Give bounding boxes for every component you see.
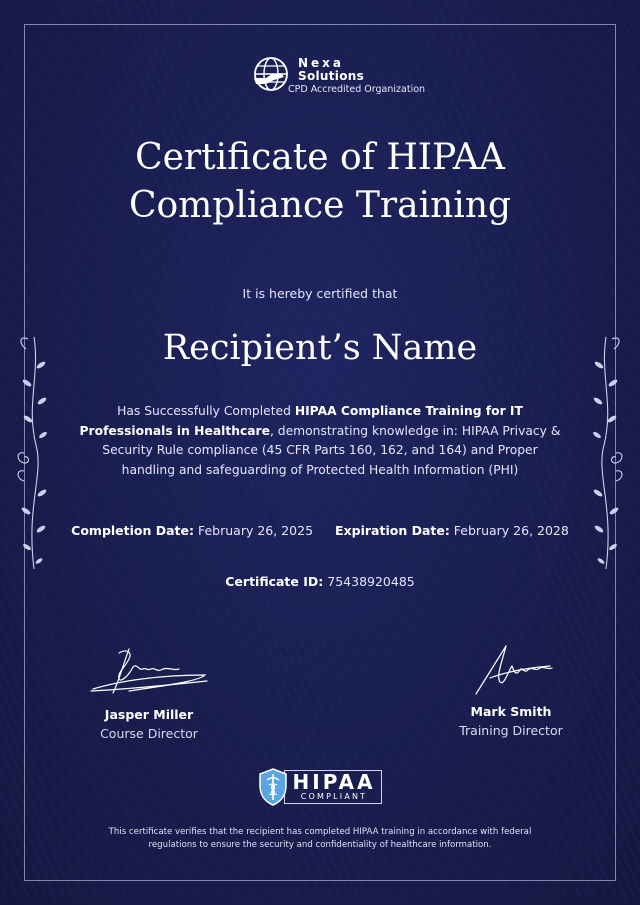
course-name: HIPAA Compliance Training for IT Professionals in Healthcare bbox=[79, 404, 523, 438]
signature-block-course-director bbox=[70, 645, 228, 741]
signatory-role: Course Director bbox=[100, 726, 198, 741]
organization-name-line2: Solutions bbox=[298, 69, 365, 83]
signatory-name: Mark Smith bbox=[470, 704, 552, 719]
expiration-date-label: Expiration Date: bbox=[335, 523, 450, 538]
badge-frame bbox=[284, 770, 382, 804]
certificate-id-label: Certificate ID: bbox=[225, 574, 324, 589]
signatory-role: Training Director bbox=[459, 723, 563, 738]
hereby-text: It is hereby certified that bbox=[242, 286, 398, 301]
certificate-title-line2: Compliance Training bbox=[128, 185, 512, 226]
certificate-dates bbox=[0, 523, 640, 538]
globe-hand-icon bbox=[252, 54, 290, 96]
organization-name bbox=[298, 57, 364, 83]
certificate-title-line1: Certificate of HIPAA bbox=[135, 137, 505, 178]
completion-date: February 26, 2025 bbox=[194, 523, 314, 538]
badge-sub-text: COMPLIANT bbox=[300, 792, 368, 801]
completion-date-label: Completion Date: bbox=[71, 523, 195, 538]
signature-mark-smith bbox=[466, 642, 556, 698]
recipient-name: Recipient’s Name bbox=[162, 328, 478, 368]
certificate-id bbox=[0, 574, 640, 589]
organization-subtitle: CPD Accredited Organization bbox=[288, 84, 426, 95]
organization-name-line1: Nexa bbox=[298, 56, 345, 70]
organization-logo bbox=[252, 54, 452, 100]
certificate-title bbox=[0, 134, 640, 230]
expiration-date: February 26, 2028 bbox=[449, 523, 569, 538]
caduceus-shield-icon bbox=[258, 768, 288, 806]
signature-jasper-miller bbox=[89, 645, 209, 701]
badge-main-text: HIPAA bbox=[292, 770, 376, 794]
certificate-id-value: 75438920485 bbox=[323, 574, 415, 589]
description-suffix: , demonstrating knowledge in: HIPAA Privacy & Security Rule compliance (45 CFR Parts 160, 162, and 164) and Proper handling and safeguarding of Protected Health Information (PHI) bbox=[102, 423, 561, 477]
footer-note: This certificate verifies that the recipient has completed HIPAA training in accordance with federal regulations to ensure the security and confidentiality of healthcare information. bbox=[108, 827, 532, 850]
course-description bbox=[78, 402, 562, 480]
signature-block-training-director bbox=[440, 642, 582, 738]
description-prefix: Has Successfully Completed bbox=[117, 404, 295, 418]
hipaa-compliant-badge bbox=[258, 768, 384, 806]
signatory-name: Jasper Miller bbox=[104, 707, 194, 722]
